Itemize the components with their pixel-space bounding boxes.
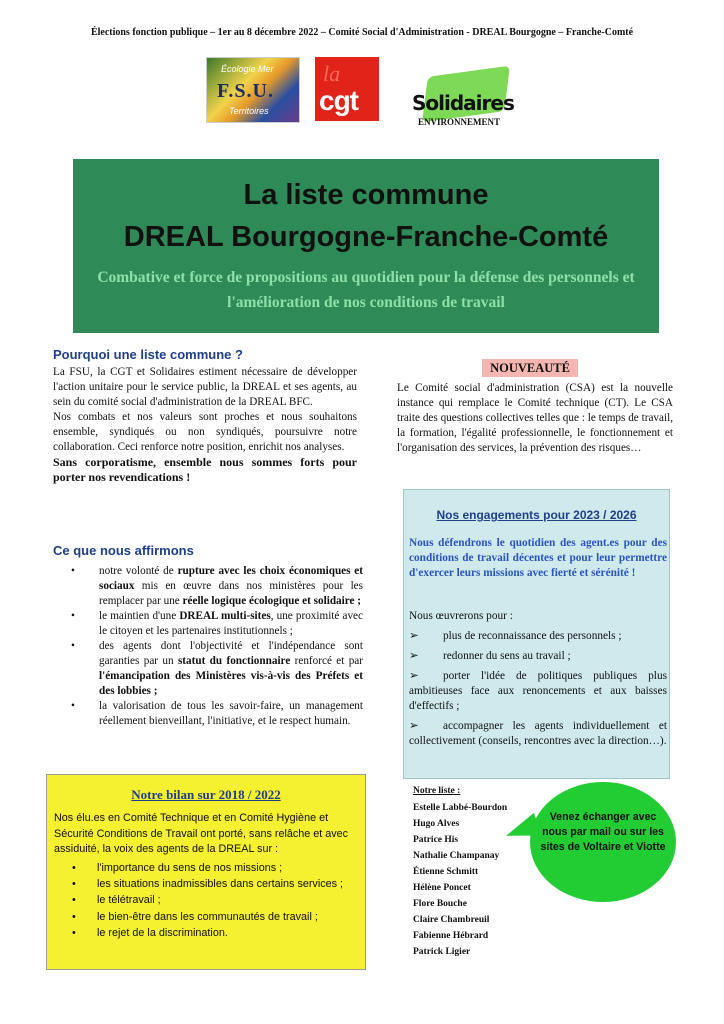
list-item: ➢ redonner du sens au travail ;: [409, 650, 571, 662]
engagements-heading: Nos engagements pour 2023 / 2026: [436, 508, 637, 522]
candidate-list-heading: Notre liste :: [413, 786, 461, 796]
candidate-name: Hélène Poncet: [413, 883, 471, 893]
engagements-box: [403, 489, 670, 779]
solidaires-logo-sub: ENVIRONNEMENT: [418, 117, 501, 127]
bilan-heading: Notre bilan sur 2018 / 2022: [131, 787, 281, 802]
engagements-oeuvrerons: Nous œuvrerons pour :: [409, 610, 513, 622]
list-item: • le maintien d'une DREAL multi-sites, une proximité avec le citoyen et les partenaires institutionnels ;: [71, 610, 363, 637]
bilan-box: [46, 774, 366, 970]
pourquoi-body: [53, 365, 357, 485]
candidate-list: [413, 786, 507, 960]
list-item: • le télétravail ;: [72, 894, 161, 907]
page-header: Élections fonction publique – 1er au 8 décembre 2022 – Comité Social d'Administration - DREAL Bourgogne – Franche-Comté: [90, 27, 634, 38]
list-item: ➢ plus de reconnaissance des personnels ;: [409, 630, 622, 642]
candidate-name: Hugo Alves: [413, 819, 460, 829]
solidaires-logo-text: Solidaires: [412, 91, 514, 115]
arrow-icon: ➢: [409, 630, 419, 642]
list-item: • notre volonté de rupture avec les choix économiques et sociaux mis en œuvre dans nos ministères pour les remplacer par une réelle logique écologique et solidaire ;: [71, 565, 363, 607]
nouveaute-text: Le Comité social d'administration (CSA) est la nouvelle instance qui remplace le Comité technique (CT). Le CSA traite des questions collectives telles que : le temps de travail, la formation, l'égalité professionnelle, le fonctionnement et l'organisation des services, la prévention des risques…: [397, 382, 673, 454]
cgt-logo-la: la: [323, 61, 341, 86]
candidate-name: Flore Bouche: [413, 899, 467, 909]
engagements-intro: Nous défendrons le quotidien des agent.es pour des conditions de travail décentes et pour leur permettre d'exercer leurs missions avec fierté et sérénité !: [409, 537, 667, 579]
list-item: • les situations inadmissibles dans certains services ;: [72, 878, 344, 891]
banner-title-line1: La liste commune: [243, 179, 489, 211]
pourquoi-paragraph-1: La FSU, la CGT et Solidaires estiment nécessaire de développer l'action unitaire pour le service public, la DREAL et ses agents, au sein du comité social d'administration de la DREAL BFC.: [53, 366, 357, 408]
candidate-name: Patrice His: [413, 835, 459, 845]
speech-bubble: [530, 782, 676, 902]
candidate-name: Fabienne Hébrard: [413, 931, 489, 941]
fsu-logo-text: F.S.U.: [217, 80, 274, 102]
candidate-name: Nathalie Champanay: [413, 851, 500, 861]
candidate-name: Claire Chambreuil: [413, 915, 490, 925]
pourquoi-paragraph-2: Nos combats et nos valeurs sont proches et nous souhaitons ensemble, syndiqués ou non syndiqués, poursuivre notre collaboration. Ceci renforce notre position, enrichit nos analyses.: [53, 411, 357, 453]
pourquoi-heading: Pourquoi une liste commune ?: [53, 347, 243, 362]
list-item: • la valorisation de tous les savoir-faire, un management réellement bienveillant, l'initiative, et le respect humain.: [71, 700, 363, 727]
list-item: • l'importance du sens de nos missions ;: [72, 862, 283, 874]
banner-title-line2: DREAL Bourgogne-Franche-Comté: [123, 221, 609, 253]
engagements-list: [409, 629, 667, 754]
pourquoi-section: [53, 347, 357, 485]
arrow-icon: ➢: [409, 720, 419, 732]
affirmons-heading: Ce que nous affirmons: [53, 543, 194, 558]
list-item: • le rejet de la discrimination.: [72, 926, 228, 939]
banner-subtitle: Combative et force de propositions au quotidien pour la défense des personnels et l'amélioration de nos conditions de travail: [97, 269, 635, 311]
candidate-name: Estelle Labbé-Bourdon: [413, 803, 508, 813]
list-item: ➢ accompagner les agents individuellement et collectivement (conseils, rencontres avec la direction…).: [409, 720, 667, 747]
arrow-icon: ➢: [409, 670, 419, 682]
list-item: • le bien-être dans les communautés de travail ;: [72, 910, 318, 923]
candidate-name: Patrick Ligier: [413, 947, 471, 957]
list-item: • des agents dont l'objectivité et l'indépendance sont garanties par un statut du fonctionnaire renforcé et par l'émancipation des Ministères vis-à-vis des Préfets et des lobbies ;: [71, 640, 363, 697]
list-item: ➢ porter l'idée de politiques publiques plus ambitieuses face aux renoncements et aux baisses d'effectifs ;: [409, 670, 667, 712]
fsu-logo-bottom: Territoires: [229, 106, 269, 116]
cgt-logo-text: cgt: [319, 85, 358, 116]
nouveaute-badge: NOUVEAUTÉ: [482, 359, 578, 377]
title-banner: [73, 159, 659, 333]
speech-bubble-text: Venez échanger avec nous par mail ou sur les sites de Voltaire et Viotte: [540, 811, 666, 853]
fsu-logo: [206, 57, 300, 123]
bilan-text: Nos élu.es en Comité Technique et en Comité Hygiène et Sécurité Conditions de Travail ont porté, sans relâche et avec assiduité, la voix des agents de la DREAL sur :: [54, 812, 349, 855]
solidaires-logo: [410, 57, 522, 127]
arrow-icon: ➢: [409, 650, 419, 662]
fsu-logo-top: Écologie Mer: [221, 64, 274, 74]
affirmons-section: [53, 543, 363, 729]
cgt-logo: [315, 57, 379, 121]
pourquoi-paragraph-3: Sans corporatisme, ensemble nous sommes forts pour porter nos revendications !: [53, 455, 357, 484]
affirmons-list: [53, 564, 363, 729]
candidate-name: Étienne Schmitt: [413, 867, 479, 877]
bilan-list: [54, 860, 358, 941]
